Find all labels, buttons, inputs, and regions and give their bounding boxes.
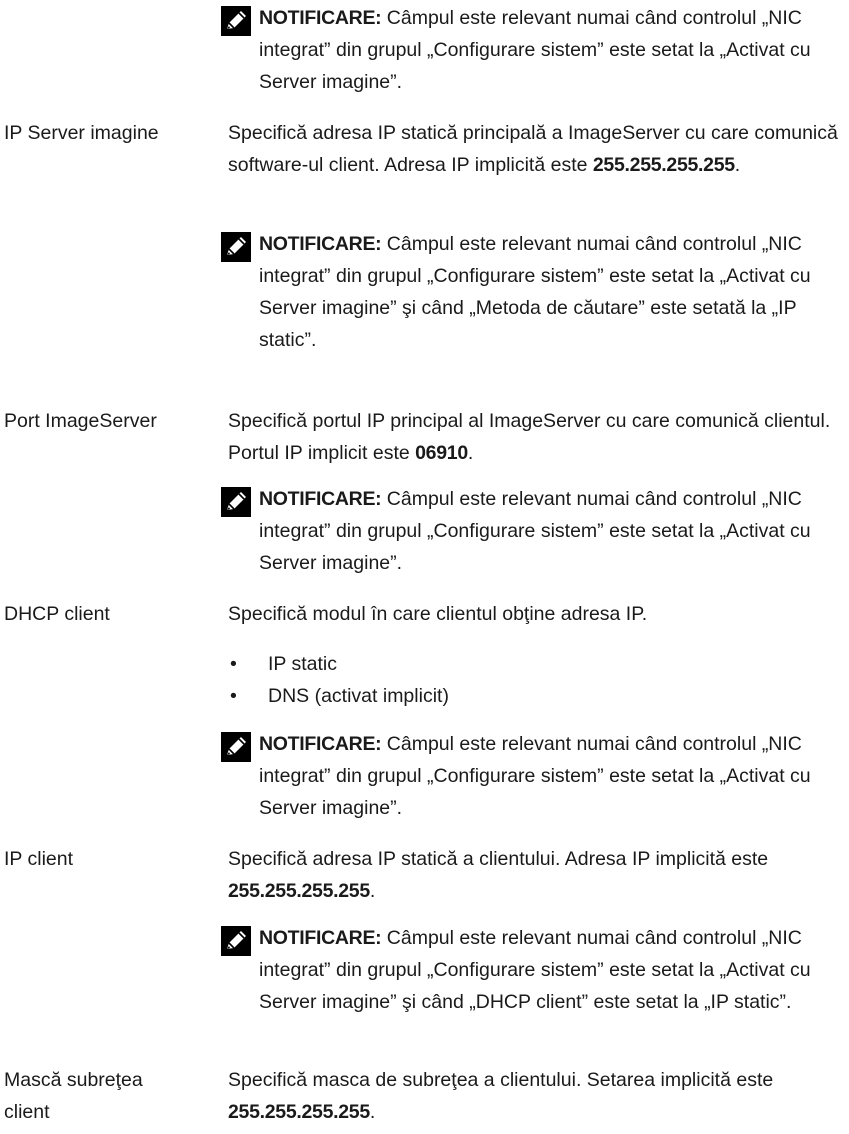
- note-box: [221, 728, 846, 824]
- list-item: • DNS (activat implicit): [226, 680, 826, 712]
- note-text: Câmpul este relevant numai când controlul „NIC integrat” din grupul „Configurare sistem” este setat la „Activat cu Server imagine” şi când „DHCP client” este setat la „IP static”.: [259, 927, 811, 1013]
- setting-description: Specifică portul IP principal al ImageServer cu care comunică clientul. Portul IP implicit este 06910.: [228, 410, 831, 464]
- note-label: NOTIFICARE:: [259, 233, 382, 255]
- note-text: Câmpul este relevant numai când controlul „NIC integrat” din grupul „Configurare sistem” este setat la „Activat cu Server imagine”.: [259, 488, 811, 574]
- setting-term: Mască subreţea client: [4, 1069, 143, 1123]
- note-box: [221, 922, 846, 1018]
- note-label: NOTIFICARE:: [259, 733, 382, 755]
- note-text: Câmpul este relevant numai când controlul „NIC integrat” din grupul „Configurare sistem” este setat la „Activat cu Server imagine”.: [259, 7, 811, 93]
- setting-description: Specifică masca de subreţea a clientului. Setarea implicită este 255.255.255.255.: [228, 1069, 774, 1123]
- pencil-note-icon: [221, 926, 251, 956]
- default-value: 255.255.255.255: [228, 880, 370, 902]
- setting-term: DHCP client: [4, 603, 110, 625]
- option-list: [226, 648, 826, 712]
- setting-term: IP Server imagine: [4, 122, 159, 144]
- note-box: [221, 2, 846, 98]
- list-item: • IP static: [226, 648, 826, 680]
- note-box: [221, 228, 846, 356]
- default-value: 255.255.255.255: [592, 154, 735, 176]
- setting-description: Specifică adresa IP statică principală a ImageServer cu care comunică software-ul client. Adresa IP implicită este 255.255.255.255.: [228, 122, 838, 176]
- setting-term: Port ImageServer: [4, 410, 157, 432]
- default-value: 06910: [415, 442, 468, 464]
- pencil-note-icon: [221, 6, 251, 36]
- pencil-note-icon: [221, 732, 251, 762]
- pencil-note-icon: [221, 487, 251, 517]
- note-box: [221, 483, 846, 579]
- note-text: Câmpul este relevant numai când controlul „NIC integrat” din grupul „Configurare sistem” este setat la „Activat cu Server imagine” şi când „Metoda de căutare” este setată la „IP static”.: [259, 233, 811, 351]
- note-text: Câmpul este relevant numai când controlul „NIC integrat” din grupul „Configurare sistem” este setat la „Activat cu Server imagine”.: [259, 733, 811, 819]
- note-label: NOTIFICARE:: [259, 927, 382, 949]
- setting-term: IP client: [4, 848, 74, 870]
- note-label: NOTIFICARE:: [259, 488, 382, 510]
- note-label: NOTIFICARE:: [259, 7, 382, 29]
- setting-description: Specifică adresa IP statică a clientului. Adresa IP implicită este 255.255.255.255.: [228, 848, 769, 902]
- default-value: 255.255.255.255: [228, 1101, 370, 1123]
- pencil-note-icon: [221, 232, 251, 262]
- setting-description: Specifică modul în care clientul obţine adresa IP.: [228, 603, 648, 625]
